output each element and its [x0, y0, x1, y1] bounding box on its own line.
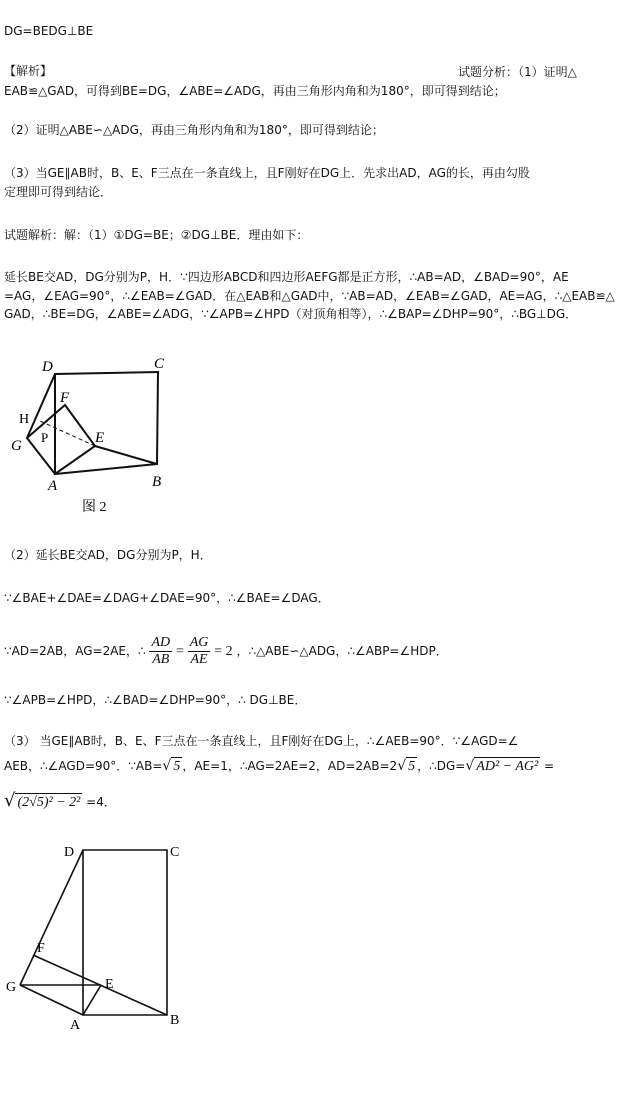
- label-g: G: [6, 980, 17, 995]
- label-c: C: [154, 356, 165, 372]
- rectangle-abcd: [83, 850, 167, 1015]
- label-d: D: [42, 359, 53, 375]
- sqrt-five: 5: [173, 759, 181, 774]
- label-d: D: [64, 845, 75, 860]
- label-c: C: [170, 845, 180, 860]
- label-b: B: [152, 474, 162, 490]
- analysis-line-3b: 定理即可得到结论．: [4, 185, 113, 199]
- fraction-denominator: AE: [190, 652, 208, 667]
- segment-dg: [20, 850, 83, 985]
- part2-line-3-end: ，∴△ABE∽△ADG，∴∠ABP=∠HDP．: [236, 644, 448, 658]
- fraction-ag-ae: [188, 635, 211, 668]
- part2-line-3-start: ∵AD=2AB，AG=2AE，∴: [4, 644, 146, 658]
- solution-p1-line-c: GAD，∴BE=DG，∠ABE=∠ADG，∵∠APB=∠HPD（对顶角相等），∴∠BAP=∠DHP=90°，∴BG⊥DG．: [4, 307, 578, 321]
- segment-ae: [83, 985, 101, 1015]
- label-f: F: [37, 941, 45, 956]
- segment-dg: [27, 374, 55, 438]
- fraction-denominator: AB: [152, 652, 170, 667]
- part3-line-2-mid: ，AE=1，∴AG=2AE=2，AD=2AB=2: [182, 759, 398, 773]
- label-b: B: [170, 1013, 180, 1028]
- label-p: P: [41, 430, 49, 445]
- part2-line-3: [4, 630, 448, 673]
- analysis-line-2: （2）证明△ABE∽△ADG，再由三角形内角和为180°，即可得到结论；: [4, 123, 384, 137]
- solution-p1-line-a: 延长BE交AD，DG分别为P，H．∵四边形ABCD和四边形AEFG都是正方形，∴AB=AD，∠BAD=90°，AE: [4, 270, 569, 284]
- sqrt-expression: (2√5)² − 2²: [17, 795, 81, 810]
- label-g: G: [11, 438, 22, 454]
- fraction-numerator: AD: [151, 635, 171, 650]
- part3-line-2: AEB，∴∠AGD=90°．∵AB=√ 5 ，AE=1，∴AG=2AE=2，AD=2AB=2√ 5 ，∴DG=√ AD² − AG² =: [4, 758, 555, 774]
- label-a: A: [70, 1018, 81, 1033]
- part3-line-3: √ (2√5)² − 2² =4．: [4, 790, 116, 811]
- fraction-numerator: AG: [189, 635, 209, 650]
- figure-caption: 图 2: [82, 500, 107, 515]
- label-e: E: [95, 430, 105, 446]
- label-e: E: [105, 977, 114, 992]
- figure-3-diagram: [0, 835, 200, 1035]
- solution-p1-line-b: =AG，∠EAG=90°，∴∠EAB=∠GAD．在△EAB和△GAD中，∵AB=AD，∠EAB=∠GAD，AE=AG，∴△EAB≌△: [4, 289, 615, 303]
- equals-two: = 2: [214, 644, 233, 659]
- label-h: H: [19, 412, 30, 427]
- figure-2-diagram: [0, 345, 200, 525]
- part3-line-2-start: AEB，∴∠AGD=90°．∵AB=: [4, 759, 163, 773]
- part3-result: =4．: [82, 795, 116, 809]
- fraction-ad-ab: [149, 635, 172, 668]
- answer-header: DG=BEDG⊥BE: [4, 24, 94, 38]
- part3-line-2-dg: ，∴DG=: [417, 759, 466, 773]
- solution-intro: 试题解析：解：（1）①DG=BE；②DG⊥BE．理由如下：: [4, 228, 309, 242]
- sqrt-five-2: 5: [408, 759, 416, 774]
- analysis-tag: 【解析】: [4, 64, 53, 78]
- label-f: F: [60, 390, 70, 406]
- equals-sign: =: [175, 644, 184, 659]
- part3-line-2-end: =: [540, 759, 555, 773]
- part2-line-4: ∵∠APB=∠HPD，∴∠BAD=∠DHP=90°，∴ DG⊥BE．: [4, 693, 307, 707]
- label-a: A: [48, 478, 58, 494]
- part2-line-1: （2）延长BE交AD，DG分别为P，H．: [4, 548, 212, 562]
- analysis-line-3a: （3）当GE∥AB时，B、E、F三点在一条直线上，且F刚好在DG上．先求出AD，AG的长，再由勾股: [4, 166, 530, 180]
- part2-line-2: ∵∠BAE+∠DAE=∠DAG+∠DAE=90°，∴∠BAE=∠DAG．: [4, 591, 330, 605]
- square-abcd: [55, 372, 158, 474]
- segment-ga: [20, 985, 83, 1015]
- part3-line-1: （3） 当GE∥AB时，B、E、F三点在一条直线上，且F刚好在DG上，∴∠AEB=90°．∵∠AGD=∠: [4, 734, 519, 748]
- sqrt-ad2-ag2: AD² − AG²: [476, 759, 539, 774]
- analysis-line-1: EAB≌△GAD，可得到BE=DG，∠ABE=∠ADG，再由三角形内角和为180°，即可得到结论；: [4, 84, 506, 98]
- analysis-label: 试题分析：（1）证明△: [458, 65, 577, 79]
- segment-eb: [95, 446, 157, 464]
